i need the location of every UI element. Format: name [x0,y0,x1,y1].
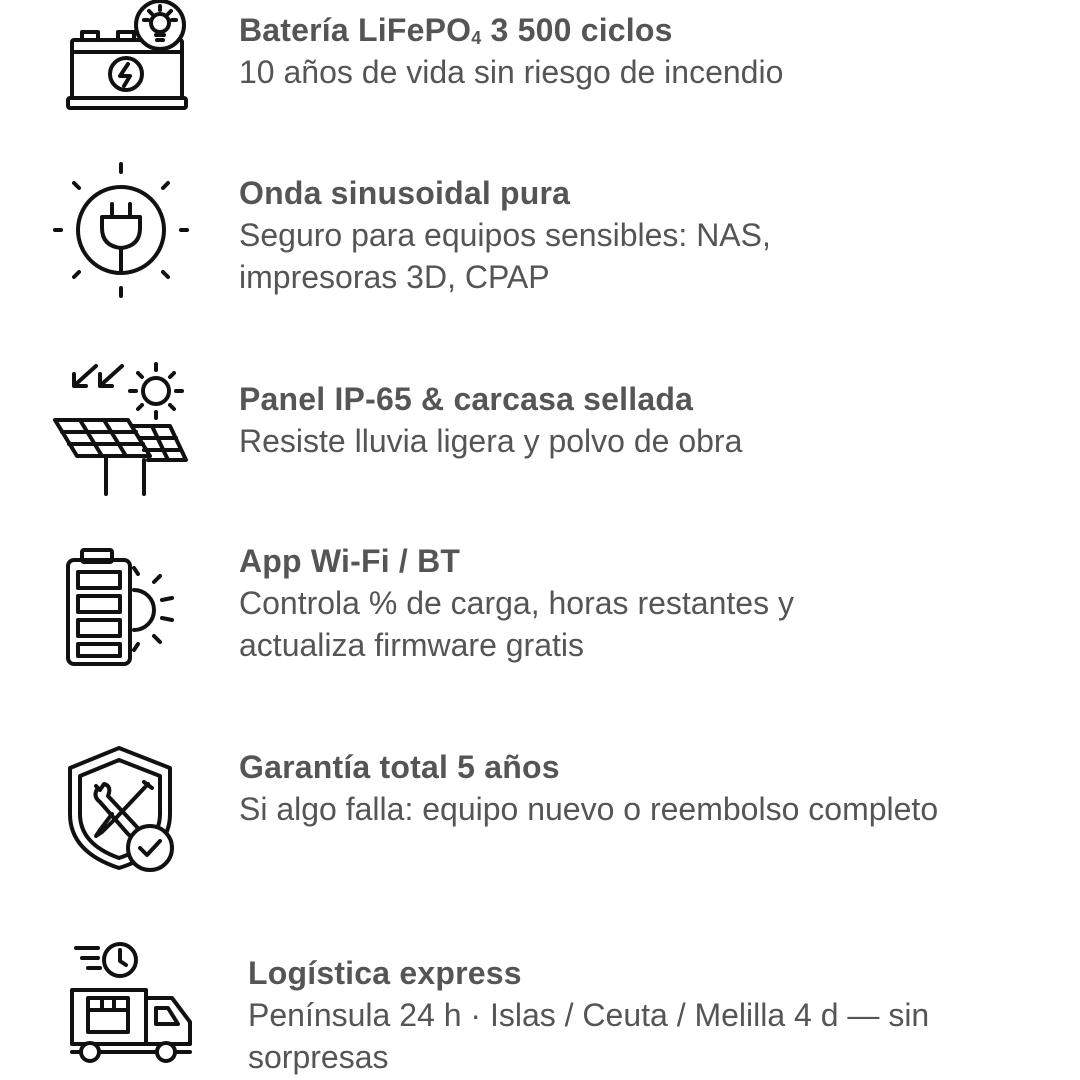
feature-title: Batería LiFePO$_4$ 3 500 ciclos [239,12,673,48]
feature-title: Panel IP-65 & carcasa sellada [239,381,694,417]
delivery-truck-clock-icon [68,940,196,1068]
feature-text [239,172,1039,298]
feature-text [239,540,1039,666]
feature-title: Logística express [248,955,522,991]
feature-text [239,9,1039,93]
feature-title: Garantía total 5 años [239,749,560,785]
feature-description: Resiste lluvia ligera y polvo de obra [239,423,743,459]
solar-panel-icon [52,360,192,498]
feature-description: Si algo falla: equipo nuevo o reembolso completo [239,791,939,827]
feature-description: Controla % de carga, horas restantes y actualiza firmware gratis [239,585,794,663]
feature-title: App Wi-Fi / BT [239,543,461,579]
battery-bulb-icon [64,0,188,112]
feature-title: Onda sinusoidal pura [239,175,571,211]
battery-sun-icon [64,546,184,670]
shield-tools-check-icon [66,744,178,874]
feature-text [239,378,1039,462]
feature-text [248,952,1048,1078]
sun-plug-icon [52,162,192,298]
feature-description: Península 24 h · Islas / Ceuta / Melilla 4 d — sin sorpresas [248,997,930,1075]
feature-description: Seguro para equipos sensibles: NAS, impresoras 3D, CPAP [239,217,771,295]
feature-description: 10 años de vida sin riesgo de incendio [239,54,784,90]
feature-text [239,746,1039,830]
